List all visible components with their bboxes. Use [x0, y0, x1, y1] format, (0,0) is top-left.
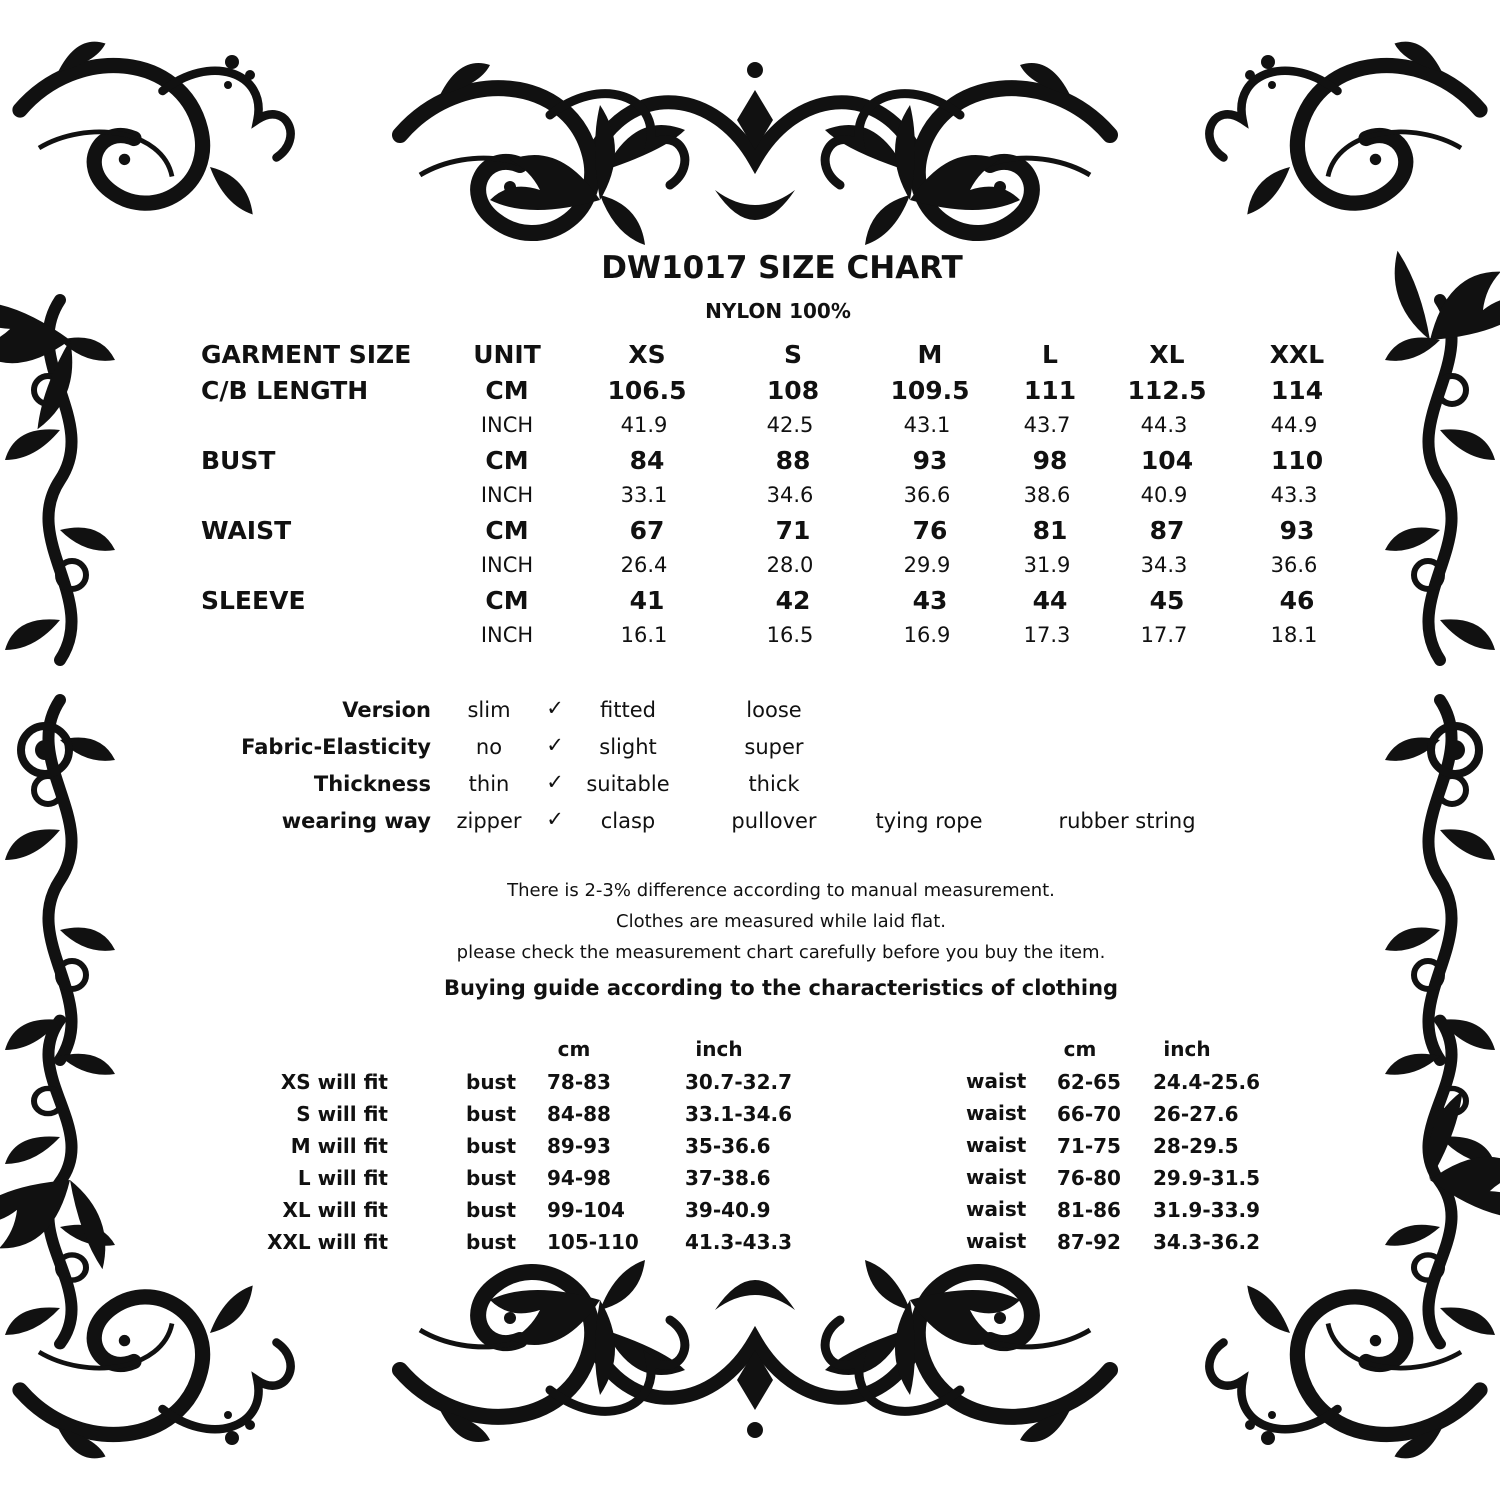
table-cell: 38.6 — [1023, 483, 1071, 507]
guide-measure-label: bust — [466, 1230, 517, 1254]
guide-cell: 29.9-31.5 — [1153, 1166, 1260, 1190]
characteristic-option: loose — [746, 698, 802, 722]
table-cell: 28.0 — [766, 553, 814, 577]
characteristic-option: slim — [467, 698, 511, 722]
table-cell: 46 — [1279, 586, 1315, 615]
table-cell: 76 — [912, 516, 948, 545]
unit-cell: INCH — [480, 483, 534, 507]
table-cell: 16.1 — [620, 623, 668, 647]
table-cell: 31.9 — [1023, 553, 1071, 577]
table-cell: 16.5 — [766, 623, 814, 647]
check-mark-icon: ✓ — [546, 733, 564, 757]
check-mark-icon: ✓ — [546, 770, 564, 794]
characteristic-option: rubber string — [1058, 809, 1196, 833]
note-line: Clothes are measured while laid flat. — [616, 911, 946, 932]
table-cell: 17.7 — [1140, 623, 1188, 647]
guide-measure-label: waist — [966, 1069, 1027, 1093]
table-cell: 26.4 — [620, 553, 668, 577]
characteristic-option: zipper — [456, 809, 522, 833]
table-cell: 16.9 — [903, 623, 951, 647]
guide-cell: 62-65 — [1057, 1070, 1121, 1094]
check-mark-icon: ✓ — [546, 696, 564, 720]
table-cell: 106.5 — [607, 376, 687, 405]
table-cell: 40.9 — [1140, 483, 1188, 507]
guide-measure-label: waist — [966, 1133, 1027, 1157]
buying-guide-title: Buying guide according to the characteristics of clothing — [443, 976, 1119, 1000]
guide-cell: 34.3-36.2 — [1153, 1230, 1260, 1254]
table-cell: 36.6 — [903, 483, 951, 507]
table-cell: 29.9 — [903, 553, 951, 577]
column-header: inch — [695, 1037, 743, 1061]
column-header: GARMENT SIZE — [201, 340, 412, 369]
characteristic-label: Thickness — [313, 772, 431, 796]
guide-measure-label: waist — [966, 1101, 1027, 1125]
table-cell: 43.3 — [1270, 483, 1318, 507]
guide-cell: 71-75 — [1057, 1134, 1121, 1158]
row-label: SLEEVE — [201, 586, 306, 615]
table-cell: 33.1 — [620, 483, 668, 507]
characteristic-option: fitted — [600, 698, 656, 722]
table-cell: 45 — [1149, 586, 1185, 615]
table-cell: 87 — [1149, 516, 1185, 545]
table-cell: 44 — [1032, 586, 1068, 615]
table-cell: 41.9 — [620, 413, 668, 437]
guide-cell: 39-40.9 — [685, 1198, 771, 1222]
guide-cell: 105-110 — [547, 1230, 639, 1254]
table-cell: 43 — [912, 586, 948, 615]
characteristic-option: super — [744, 735, 804, 759]
table-cell: 110 — [1270, 446, 1324, 475]
characteristic-option: slight — [599, 735, 657, 759]
characteristic-label: wearing way — [281, 809, 431, 833]
table-cell: 17.3 — [1023, 623, 1071, 647]
unit-cell: CM — [485, 516, 529, 545]
row-label: BUST — [201, 446, 276, 475]
characteristic-option: tying rope — [875, 809, 983, 833]
table-cell: 104 — [1140, 446, 1194, 475]
table-cell: 43.1 — [903, 413, 951, 437]
table-cell: 98 — [1032, 446, 1068, 475]
guide-cell: 76-80 — [1057, 1166, 1121, 1190]
material-label: NYLON 100% — [705, 299, 851, 323]
guide-cell: 35-36.6 — [685, 1134, 771, 1158]
table-cell: 81 — [1032, 516, 1068, 545]
guide-measure-label: waist — [966, 1197, 1027, 1221]
guide-measure-label: waist — [966, 1165, 1027, 1189]
note-line: There is 2-3% difference according to manual measurement. — [507, 880, 1055, 901]
column-header: cm — [1063, 1037, 1097, 1061]
unit-cell: CM — [485, 586, 529, 615]
guide-fit-label: XL will fit — [282, 1198, 388, 1222]
column-header: inch — [1163, 1037, 1211, 1061]
guide-fit-label: S will fit — [296, 1102, 388, 1126]
unit-cell: CM — [485, 376, 529, 405]
unit-cell: INCH — [480, 623, 534, 647]
guide-fit-label: XS will fit — [280, 1070, 388, 1094]
guide-cell: 26-27.6 — [1153, 1102, 1239, 1126]
guide-measure-label: bust — [466, 1102, 517, 1126]
guide-fit-label: XXL will fit — [267, 1230, 388, 1254]
table-cell: 84 — [629, 446, 665, 475]
column-header: M — [917, 340, 943, 369]
column-header: XL — [1149, 340, 1185, 369]
guide-measure-label: bust — [466, 1166, 517, 1190]
characteristic-option: clasp — [600, 809, 656, 833]
table-cell: 93 — [1279, 516, 1315, 545]
guide-cell: 31.9-33.9 — [1153, 1198, 1260, 1222]
guide-cell: 84-88 — [547, 1102, 611, 1126]
characteristic-label: Version — [342, 698, 431, 722]
guide-measure-label: bust — [466, 1198, 517, 1222]
guide-measure-label: bust — [466, 1070, 517, 1094]
table-cell: 18.1 — [1270, 623, 1318, 647]
table-cell: 42.5 — [766, 413, 814, 437]
guide-measure-label: bust — [466, 1134, 517, 1158]
guide-cell: 41.3-43.3 — [685, 1230, 792, 1254]
table-cell: 108 — [766, 376, 820, 405]
table-cell: 44.3 — [1140, 413, 1188, 437]
column-header: XXL — [1269, 340, 1325, 369]
characteristic-option: thick — [748, 772, 800, 796]
characteristic-option: pullover — [731, 809, 817, 833]
guide-measure-label: waist — [966, 1229, 1027, 1253]
table-cell: 42 — [775, 586, 811, 615]
table-cell: 71 — [775, 516, 811, 545]
guide-fit-label: L will fit — [297, 1166, 388, 1190]
guide-fit-label: M will fit — [290, 1134, 388, 1158]
table-cell: 43.7 — [1023, 413, 1071, 437]
table-cell: 44.9 — [1270, 413, 1318, 437]
table-cell: 67 — [629, 516, 665, 545]
guide-cell: 78-83 — [547, 1070, 611, 1094]
table-cell: 109.5 — [890, 376, 970, 405]
characteristic-option: no — [475, 735, 503, 759]
table-cell: 34.3 — [1140, 553, 1188, 577]
guide-cell: 89-93 — [547, 1134, 611, 1158]
table-cell: 36.6 — [1270, 553, 1318, 577]
guide-cell: 30.7-32.7 — [685, 1070, 792, 1094]
table-cell: 34.6 — [766, 483, 814, 507]
row-label: WAIST — [201, 516, 292, 545]
check-mark-icon: ✓ — [546, 807, 564, 831]
guide-cell: 87-92 — [1057, 1230, 1121, 1254]
column-header: UNIT — [473, 340, 541, 369]
table-cell: 112.5 — [1127, 376, 1207, 405]
page-title: DW1017 SIZE CHART — [601, 250, 963, 286]
guide-cell: 81-86 — [1057, 1198, 1121, 1222]
column-header: S — [783, 340, 803, 369]
note-line: please check the measurement chart carefully before you buy the item. — [456, 942, 1106, 963]
guide-cell: 28-29.5 — [1153, 1134, 1239, 1158]
guide-cell: 94-98 — [547, 1166, 611, 1190]
characteristic-option: thin — [468, 772, 510, 796]
characteristic-option: suitable — [586, 772, 670, 796]
guide-cell: 99-104 — [547, 1198, 625, 1222]
column-header: L — [1042, 340, 1058, 369]
column-header: XS — [628, 340, 666, 369]
table-cell: 114 — [1270, 376, 1324, 405]
column-header: cm — [557, 1037, 591, 1061]
table-cell: 93 — [912, 446, 948, 475]
row-label: C/B LENGTH — [201, 376, 369, 405]
table-cell: 41 — [629, 586, 665, 615]
guide-cell: 24.4-25.6 — [1153, 1070, 1260, 1094]
guide-cell: 66-70 — [1057, 1102, 1121, 1126]
guide-cell: 33.1-34.6 — [685, 1102, 792, 1126]
table-cell: 88 — [775, 446, 811, 475]
characteristic-label: Fabric-Elasticity — [241, 735, 431, 759]
unit-cell: INCH — [480, 553, 534, 577]
table-cell: 111 — [1023, 376, 1077, 405]
unit-cell: CM — [485, 446, 529, 475]
guide-cell: 37-38.6 — [685, 1166, 771, 1190]
unit-cell: INCH — [480, 413, 534, 437]
